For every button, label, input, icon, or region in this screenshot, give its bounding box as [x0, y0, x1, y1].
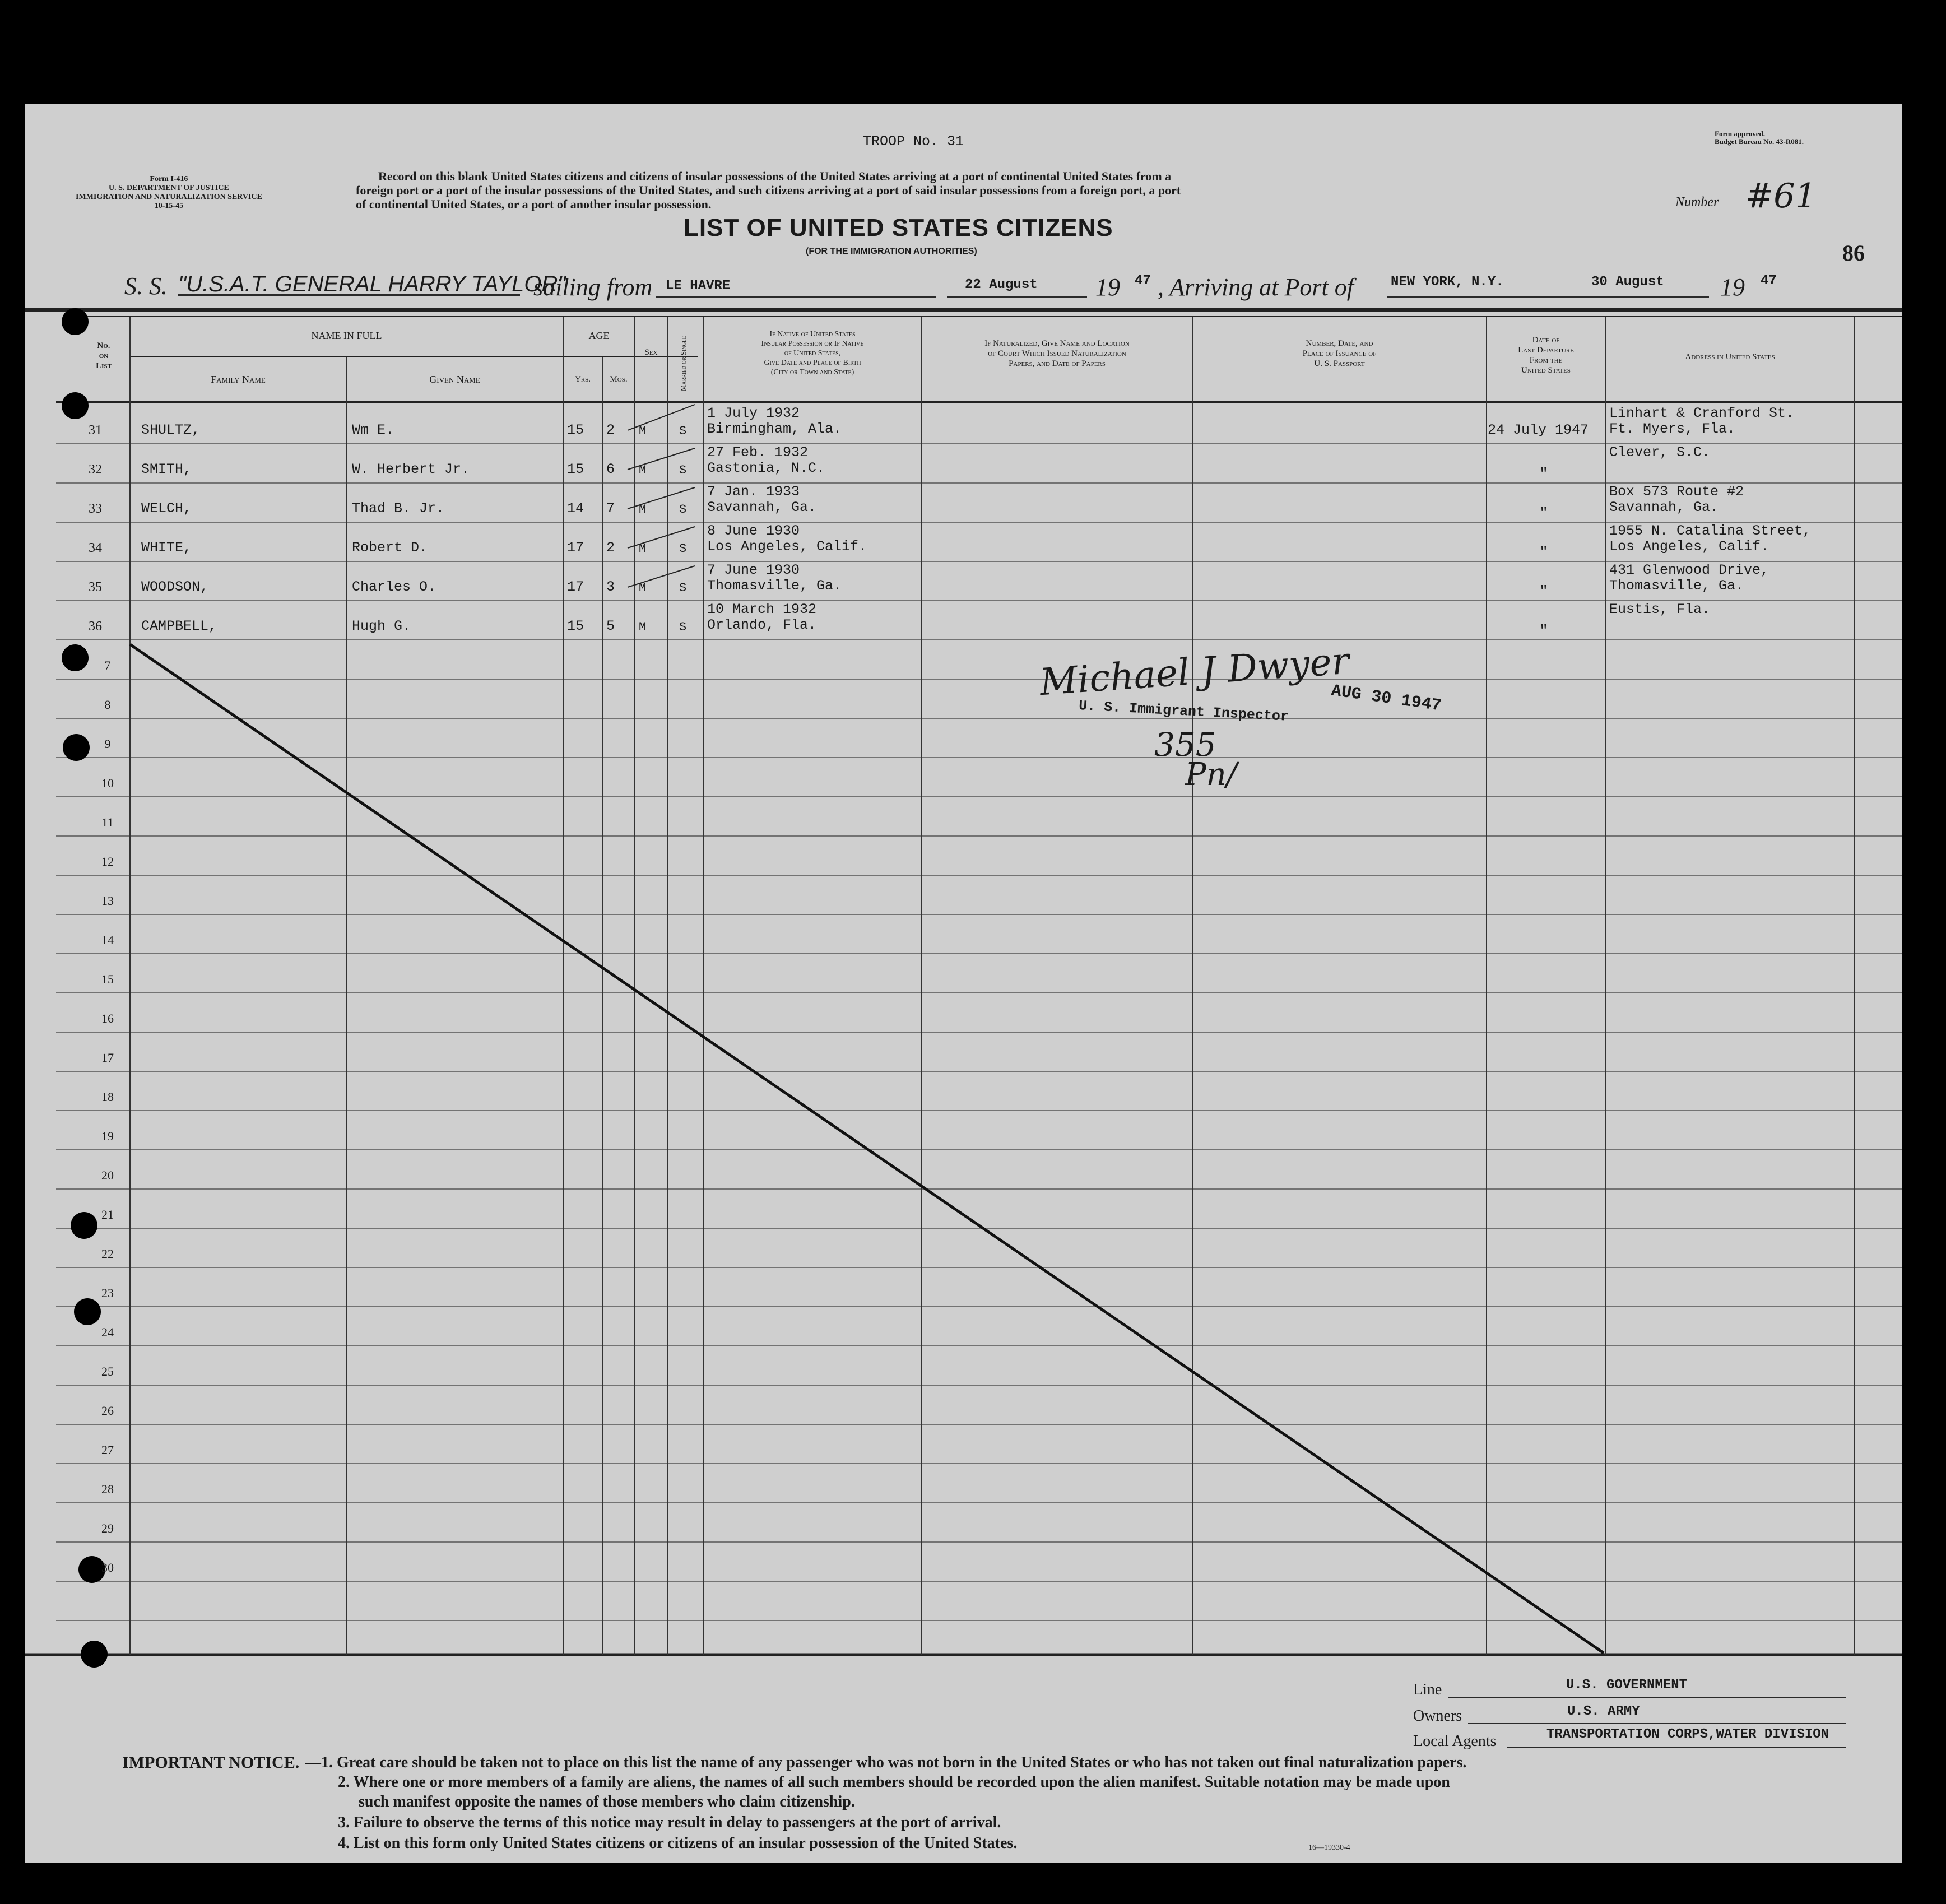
owners-value: U.S. ARMY [1567, 1704, 1640, 1719]
print-code: 16—19330-4 [1308, 1843, 1350, 1852]
owners-label: Owners [1413, 1707, 1462, 1725]
empty-row-number: 9 [104, 737, 111, 751]
arriving-year-prefix: 19 [1720, 273, 1745, 301]
row-number: 31 [89, 423, 102, 438]
inspector-note-1: 355 [1154, 726, 1216, 764]
page-subtitle: (FOR THE IMMIGRATION AUTHORITIES) [806, 247, 977, 256]
col-naturalized: If Naturalized, Give Name and Location of Court Which Issued Naturalization Papers, and Date of Papers [984, 339, 1130, 368]
col-mos: Mos. [610, 375, 628, 384]
empty-row-number: 23 [101, 1286, 114, 1300]
col-native-birth: If Native of United States Insular Possession or If Native of United States, Give Date and Place of Birth (City or Town and State) [761, 330, 864, 377]
birth-date: 7 Jan. 1933 [707, 484, 800, 500]
sailing-from-label: sailing from [533, 273, 653, 301]
age-months: 5 [606, 618, 615, 634]
sailing-year-suffix: 47 [1135, 273, 1151, 289]
line-label: Line [1413, 1681, 1442, 1698]
marital-status: S [679, 581, 687, 595]
empty-row-number: 26 [101, 1404, 114, 1418]
sailing-year-prefix: 19 [1095, 273, 1120, 301]
family-name: CAMPBELL, [141, 618, 217, 634]
age-months: 2 [606, 422, 615, 438]
empty-row-number: 25 [101, 1364, 114, 1378]
ss-label: S. S. [124, 272, 168, 300]
age-months: 6 [606, 461, 615, 477]
col-given-name: Given Name [429, 374, 480, 385]
row-number: 36 [89, 619, 102, 634]
sex-value: M [639, 620, 647, 634]
marital-status: S [679, 620, 687, 634]
col-married-or-single: Married or Single [679, 336, 688, 392]
sex-value: M [639, 542, 647, 556]
row-number: 33 [89, 501, 102, 516]
row-number: 32 [89, 462, 102, 477]
punch-hole [63, 734, 90, 761]
col-last-departure: Date of Last Departure From the United States [1518, 336, 1574, 375]
agents-label: Local Agents [1413, 1733, 1497, 1750]
departure-date: " [1539, 544, 1548, 560]
birth-date: 27 Feb. 1932 [707, 444, 809, 461]
empty-row-number: 7 [104, 658, 111, 672]
age-years: 17 [567, 579, 584, 595]
address-line-1: 1955 N. Catalina Street, [1609, 523, 1812, 539]
empty-row-number: 8 [104, 698, 111, 712]
birth-place: Savannah, Ga. [707, 499, 817, 516]
cancel-diagonal-line [130, 644, 1604, 1653]
sex-value: M [639, 581, 647, 595]
empty-row-number: 27 [101, 1443, 114, 1457]
address-line-1: Eustis, Fla. [1609, 601, 1711, 617]
given-name: Thad B. Jr. [352, 500, 445, 517]
instructions: Record on this blank United States citizens and citizens of insular possessions of the United States arriving at a port of continental United States from a foreign port or a port of the insular possessions of the United States, and such citizens arriving at a port of said insular possessions from a foreign port, a port of continental United States, or a port of another insular possession. [356, 169, 1181, 211]
address-line-2: Thomasville, Ga. [1609, 578, 1744, 594]
agents-underline [1507, 1747, 1846, 1748]
sailing-date: 22 August [965, 277, 1038, 292]
birth-place: Los Angeles, Calif. [707, 538, 867, 555]
agents-value: TRANSPORTATION CORPS,WATER DIVISION [1546, 1727, 1829, 1742]
col-family-name: Family Name [211, 374, 266, 385]
given-name: Charles O. [352, 579, 436, 595]
birth-date: 7 June 1930 [707, 562, 800, 578]
family-name: WHITE, [141, 540, 192, 556]
departure-date: " [1539, 583, 1548, 600]
departure-date: " [1539, 505, 1548, 521]
family-name: WELCH, [141, 500, 192, 517]
empty-row-number: 18 [101, 1090, 114, 1104]
birth-place: Orlando, Fla. [707, 617, 817, 633]
family-name: SMITH, [141, 461, 192, 477]
col-no-on-list: No. on List [96, 341, 112, 370]
age-years: 15 [567, 618, 584, 634]
row-number: 34 [89, 541, 102, 555]
age-years: 17 [567, 540, 584, 556]
arriving-port: NEW YORK, N.Y. [1391, 275, 1504, 290]
form-info: Form I-416 U. S. DEPARTMENT OF JUSTICE IMMIGRATION AND NATURALIZATION SERVICE 10-15-45 [76, 175, 262, 210]
address-line-2: Savannah, Ga. [1609, 499, 1719, 516]
age-months: 7 [606, 500, 615, 517]
sex-value: M [639, 424, 647, 438]
departure-date: " [1539, 623, 1548, 639]
empty-row-number: 14 [101, 933, 114, 947]
empty-row-number: 16 [101, 1011, 114, 1025]
punch-hole [74, 1298, 101, 1325]
family-name: SHULTZ, [141, 422, 201, 438]
col-name-in-full: NAME IN FULL [311, 330, 382, 341]
arriving-date: 30 August [1591, 275, 1664, 290]
col-address: Address in United States [1685, 352, 1775, 361]
address-line-1: Clever, S.C. [1609, 444, 1711, 461]
punch-hole [62, 308, 89, 335]
empty-row-number: 24 [101, 1325, 114, 1339]
departure-date: 24 July 1947 [1488, 422, 1589, 438]
marital-status: S [679, 542, 687, 556]
birth-place: Birmingham, Ala. [707, 421, 842, 437]
empty-row-number: 15 [101, 972, 114, 986]
address-line-1: 431 Glenwood Drive, [1609, 562, 1769, 578]
notice-4: 4. List on this form only United States citizens or citizens of an insular possession of the United States. [338, 1835, 1018, 1852]
age-years: 14 [567, 500, 584, 517]
inspector-note-2: Pn/ [1185, 756, 1237, 793]
birth-date: 1 July 1932 [707, 405, 800, 421]
number-label: Number [1675, 195, 1719, 210]
sailing-from-port: LE HAVRE [666, 278, 731, 294]
empty-row-number: 30 [101, 1561, 114, 1575]
empty-row-number: 22 [101, 1247, 114, 1261]
punch-hole [81, 1641, 108, 1668]
empty-row-number: 13 [101, 894, 114, 908]
notice-2: 2. Where one or more members of a family are aliens, the names of all such members should be recorded upon the alien manifest. Suitable notation may be made upon [338, 1773, 1450, 1791]
given-name: Robert D. [352, 540, 428, 556]
age-years: 15 [567, 461, 584, 477]
notice-label: IMPORTANT NOTICE. [122, 1753, 300, 1772]
line-underline [1448, 1697, 1846, 1698]
inspection-date-stamp: AUG 30 1947 [1330, 681, 1443, 716]
empty-row-number: 19 [101, 1129, 114, 1143]
address-line-1: Linhart & Cranford St. [1609, 405, 1795, 421]
arriving-label: , Arriving at Port of [1158, 273, 1354, 301]
owners-underline [1468, 1723, 1846, 1724]
arriving-year-suffix: 47 [1761, 273, 1777, 289]
marital-status: S [679, 503, 687, 517]
col-sex: Sex [644, 348, 658, 357]
birth-date: 8 June 1930 [707, 523, 800, 539]
col-age: AGE [588, 330, 610, 341]
empty-row-number: 17 [101, 1051, 114, 1065]
notice-1: —1. Great care should be taken not to place on this list the name of any passenger who was not born in the United States or who has not taken out final naturalization papers. [305, 1754, 1467, 1771]
row-number: 35 [89, 580, 102, 595]
marital-status: S [679, 463, 687, 477]
notice-2-cont: such manifest opposite the names of those members who claim citizenship. [359, 1793, 855, 1810]
notice-3: 3. Failure to observe the terms of this notice may result in delay to passengers at the port of arrival. [338, 1814, 1001, 1831]
line-value: U.S. GOVERNMENT [1566, 1678, 1688, 1693]
troop-number: TROOP No. 31 [863, 133, 964, 150]
address-line-1: Box 573 Route #2 [1609, 484, 1744, 500]
empty-row-number: 21 [101, 1208, 114, 1222]
page-number: 86 [1842, 240, 1865, 266]
empty-row-number: 28 [101, 1482, 114, 1496]
col-yrs: Yrs. [574, 375, 591, 384]
page-title: LIST OF UNITED STATES CITIZENS [684, 214, 1113, 242]
form-approved: Form approved. Budget Bureau No. 43-R081. [1715, 129, 1804, 146]
family-name: WOODSON, [141, 579, 209, 595]
punch-hole [62, 392, 89, 419]
sex-value: M [639, 503, 647, 517]
address-line-2: Ft. Myers, Fla. [1609, 421, 1736, 437]
empty-row-number: 29 [101, 1521, 114, 1535]
ship-name: "U.S.A.T. GENERAL HARRY TAYLOR" [178, 272, 566, 296]
empty-row-number: 10 [101, 776, 114, 790]
empty-row-number: 11 [101, 815, 114, 829]
birth-date: 10 March 1932 [707, 601, 817, 617]
marital-status: S [679, 424, 687, 438]
given-name: W. Herbert Jr. [352, 461, 470, 477]
sex-value: M [639, 463, 647, 477]
address-line-2: Los Angeles, Calif. [1609, 538, 1769, 555]
given-name: Hugh G. [352, 618, 411, 634]
inspector-signature: Michael J Dwyer [1038, 639, 1351, 704]
age-months: 2 [606, 540, 615, 556]
birth-place: Thomasville, Ga. [707, 578, 842, 594]
col-passport: Number, Date, and Place of Issuance of U. S. Passport [1302, 339, 1377, 368]
inspector-title-stamp: U. S. Immigrant Inspector [1078, 698, 1289, 725]
empty-row-number: 20 [101, 1168, 114, 1182]
number-value: #61 [1745, 177, 1817, 216]
age-months: 3 [606, 579, 615, 595]
departure-date: " [1539, 466, 1548, 482]
empty-row-number: 12 [101, 855, 114, 869]
age-years: 15 [567, 422, 584, 438]
birth-place: Gastonia, N.C. [707, 460, 825, 476]
punch-hole [62, 644, 89, 671]
given-name: Wm E. [352, 422, 394, 438]
